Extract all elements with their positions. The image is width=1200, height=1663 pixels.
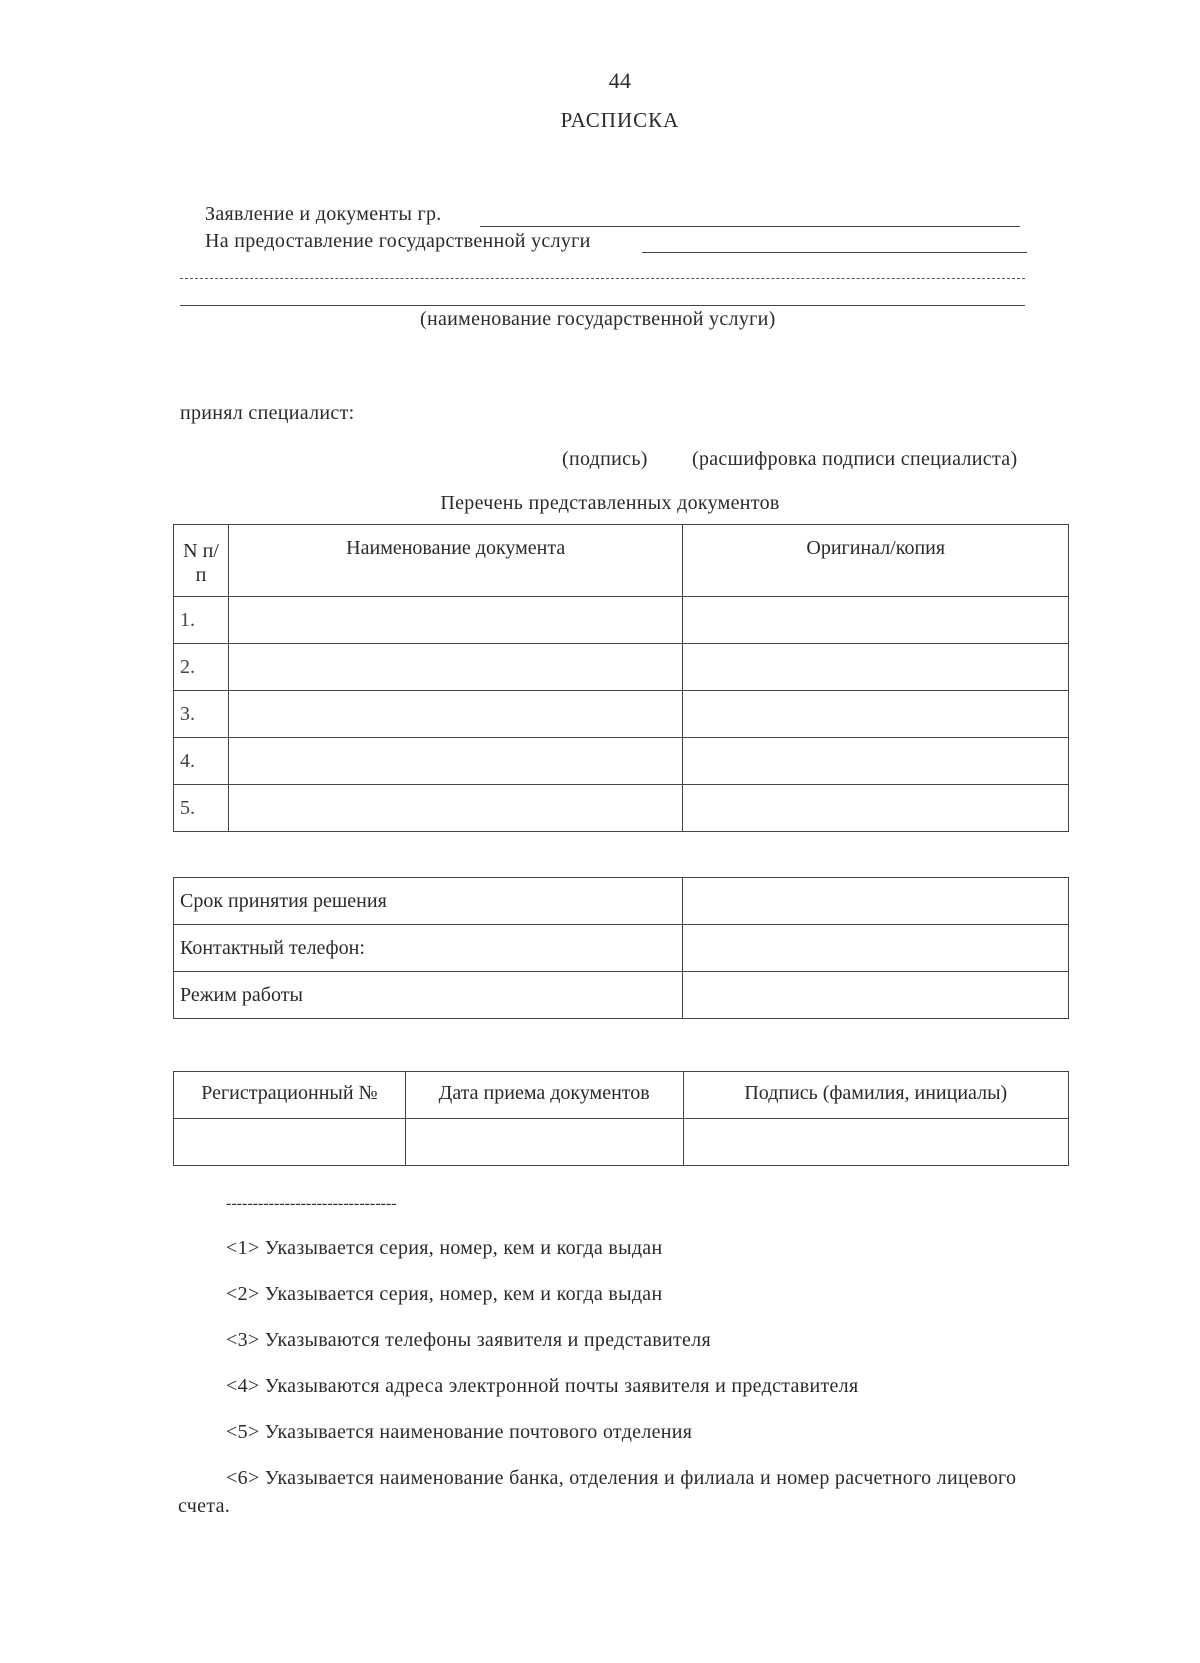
header-document-name: Наименование документа [228,525,682,597]
service-name-line-1[interactable] [180,278,1025,279]
table-row [174,925,1069,972]
table-row [174,738,1069,785]
original-copy-cell[interactable] [683,785,1069,832]
footnote-4: <4> Указываются адреса электронной почты заявителя и представителя [226,1375,859,1397]
header-registration-number: Регистрационный № [174,1072,406,1119]
applicant-name-line[interactable] [480,226,1020,227]
service-name-line-2[interactable] [180,305,1025,306]
document-title: РАСПИСКА [560,108,680,132]
footnote-5: <5> Указывается наименование почтового отделения [226,1421,693,1443]
original-copy-cell[interactable] [683,691,1069,738]
registration-number-cell[interactable] [174,1119,406,1166]
footnote-1: <1> Указывается серия, номер, кем и когда выдан [226,1237,663,1259]
row-number: 1. [174,597,229,644]
header-acceptance-date: Дата приема документов [405,1072,683,1119]
service-line[interactable] [642,252,1027,253]
footnote-3: <3> Указываются телефоны заявителя и представителя [226,1329,711,1351]
footnote-separator: -------------------------------- [226,1195,397,1212]
header-signature: Подпись (фамилия, инициалы) [683,1072,1068,1119]
table-row [174,644,1069,691]
document-name-cell[interactable] [228,644,682,691]
work-schedule-label: Режим работы [174,972,683,1019]
row-number: 4. [174,738,229,785]
footnote-2: <2> Указывается серия, номер, кем и когда выдан [226,1283,663,1305]
original-copy-cell[interactable] [683,644,1069,691]
page-number: 44 [608,68,632,93]
header-original-copy: Оригинал/копия [683,525,1069,597]
decision-term-label: Срок принятия решения [174,878,683,925]
acceptance-date-cell[interactable] [405,1119,683,1166]
table-row [174,972,1069,1019]
accepted-by-label: принял специалист: [180,402,355,424]
registration-table-header [174,1072,1069,1119]
applicant-label: Заявление и документы гр. [205,203,442,225]
documents-table [173,524,1069,832]
row-number: 5. [174,785,229,832]
decision-term-value[interactable] [683,878,1069,925]
document-name-cell[interactable] [228,597,682,644]
info-table [173,877,1069,1019]
header-number: N п/п [174,525,229,597]
document-name-cell[interactable] [228,738,682,785]
contact-phone-label: Контактный телефон: [174,925,683,972]
table-row [174,1119,1069,1166]
document-name-cell[interactable] [228,785,682,832]
documents-table-title: Перечень представленных документов [440,492,780,514]
footnote-6: <6> Указывается наименование банка, отделения и филиала и номер расчетного лицевого [226,1467,1017,1489]
table-row [174,691,1069,738]
row-number: 3. [174,691,229,738]
table-row [174,597,1069,644]
original-copy-cell[interactable] [683,738,1069,785]
registration-table [173,1071,1069,1166]
signature-cell[interactable] [683,1119,1068,1166]
service-caption: (наименование государственной услуги) [420,308,776,330]
original-copy-cell[interactable] [683,597,1069,644]
document-name-cell[interactable] [228,691,682,738]
documents-table-header [174,525,1069,597]
signature-caption: (подпись) [562,448,648,470]
table-row [174,785,1069,832]
service-label: На предоставление государственной услуги [205,230,591,252]
work-schedule-value[interactable] [683,972,1069,1019]
contact-phone-value[interactable] [683,925,1069,972]
footnote-6-continuation: счета. [178,1495,231,1517]
table-row [174,878,1069,925]
row-number: 2. [174,644,229,691]
signature-decode-caption: (расшифровка подписи специалиста) [692,448,1018,470]
